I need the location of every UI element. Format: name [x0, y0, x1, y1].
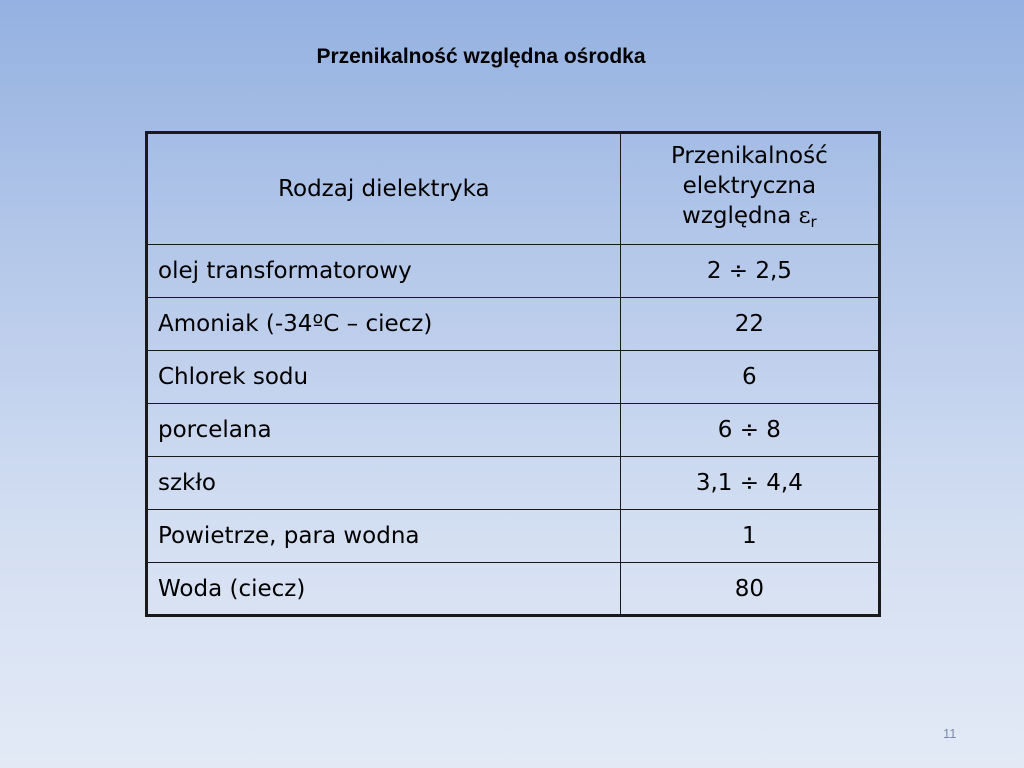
header-permittivity-line3: względna — [682, 203, 799, 229]
table-row — [147, 510, 880, 563]
material-cell: Powietrze, para wodna — [147, 510, 621, 563]
value-cell: 6 ÷ 8 — [620, 404, 879, 457]
table-row — [147, 563, 880, 616]
material-cell: Amoniak (-34ºC – ciecz) — [147, 298, 621, 351]
header-material: Rodzaj dielektryka — [147, 133, 621, 245]
header-permittivity-line1: Przenikalność — [670, 143, 828, 169]
material-cell: Woda (ciecz) — [147, 563, 621, 616]
epsilon-symbol: ε — [798, 203, 811, 229]
epsilon-subscript: r — [810, 213, 817, 231]
header-permittivity-line2: elektryczna — [682, 173, 817, 199]
table-row — [147, 404, 880, 457]
table-row — [147, 457, 880, 510]
dielectric-table — [145, 131, 881, 617]
material-cell: porcelana — [147, 404, 621, 457]
value-cell: 2 ÷ 2,5 — [620, 245, 879, 298]
page-number: 11 — [943, 726, 957, 741]
table-row — [147, 245, 880, 298]
table-row — [147, 298, 880, 351]
slide-title: Przenikalność względna ośrodka — [316, 45, 646, 68]
value-cell: 3,1 ÷ 4,4 — [620, 457, 879, 510]
table-row — [147, 351, 880, 404]
header-permittivity — [620, 133, 879, 245]
material-cell: Chlorek sodu — [147, 351, 621, 404]
value-cell: 6 — [620, 351, 879, 404]
value-cell: 1 — [620, 510, 879, 563]
material-cell: szkło — [147, 457, 621, 510]
value-cell: 22 — [620, 298, 879, 351]
material-cell: olej transformatorowy — [147, 245, 621, 298]
value-cell: 80 — [620, 563, 879, 616]
table-header-row — [147, 133, 880, 245]
